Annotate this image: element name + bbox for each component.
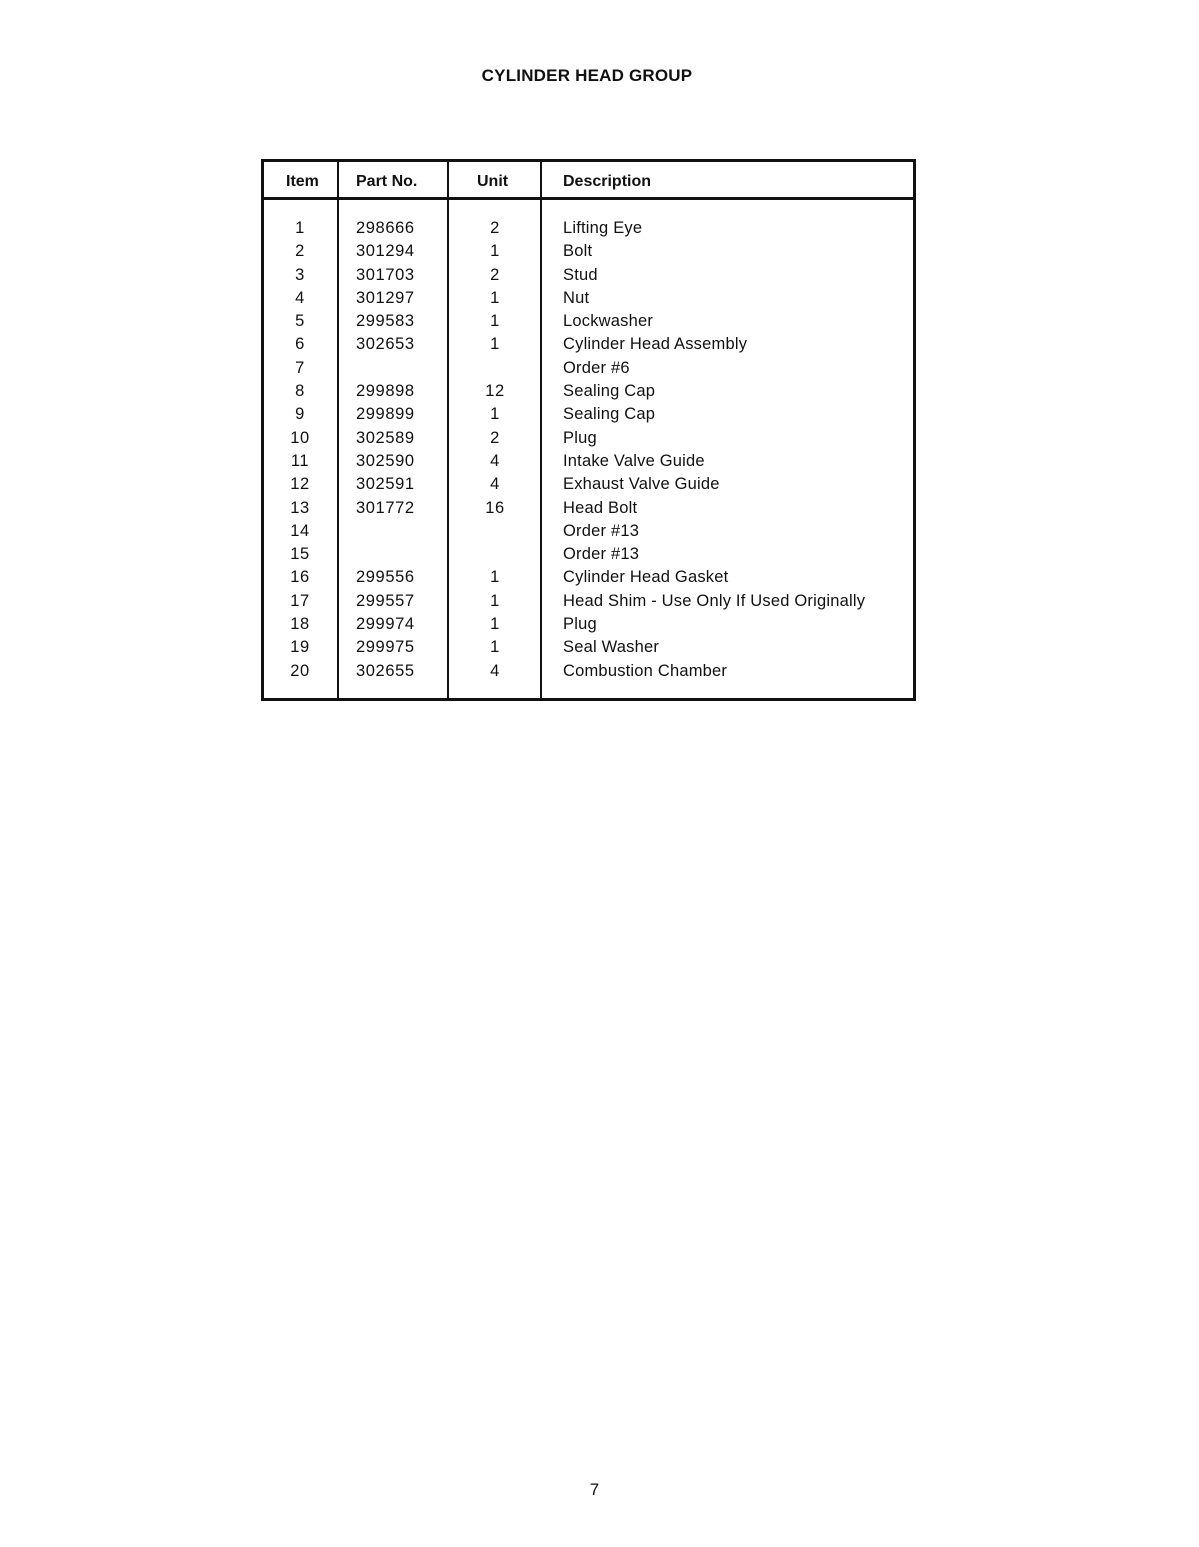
- description-cell: Order #6: [563, 358, 630, 377]
- description-cell: Cylinder Head Assembly: [563, 335, 748, 354]
- table-row: [264, 217, 913, 240]
- table-row: [264, 240, 913, 263]
- table-row: [264, 613, 913, 636]
- item-cell: 5: [295, 312, 305, 331]
- table-row: [264, 473, 913, 496]
- part-no-cell: 302591: [356, 475, 415, 494]
- table-row: [264, 264, 913, 287]
- description-cell: Intake Valve Guide: [563, 451, 705, 470]
- unit-cell: 2: [490, 219, 500, 237]
- unit-cell: 16: [485, 498, 505, 517]
- table-row: [264, 520, 913, 543]
- page-number: 7: [589, 1480, 600, 1499]
- description-cell: Sealing Cap: [563, 382, 656, 401]
- item-cell: 2: [295, 242, 305, 261]
- part-no-cell: 301772: [356, 498, 415, 517]
- part-no-cell: 299974: [356, 615, 415, 634]
- part-no-cell: 299899: [356, 405, 415, 424]
- item-cell: 8: [295, 382, 305, 401]
- item-cell: 3: [295, 265, 305, 284]
- table-row: [264, 310, 913, 333]
- part-no-cell: 299556: [356, 568, 415, 587]
- part-no-cell: 302589: [356, 428, 415, 447]
- header-description: Description: [563, 173, 652, 190]
- item-cell: 16: [290, 568, 310, 587]
- table-row: [264, 566, 913, 589]
- unit-cell: 1: [490, 568, 500, 587]
- description-cell: Plug: [563, 428, 597, 447]
- unit-cell: 1: [490, 615, 500, 634]
- part-no-cell: 299557: [356, 591, 415, 610]
- page-title: CYLINDER HEAD GROUP: [481, 66, 693, 85]
- parts-table: [261, 159, 916, 701]
- unit-cell: 1: [490, 312, 500, 331]
- table-row: [264, 497, 913, 520]
- unit-cell: 1: [490, 638, 500, 657]
- table-row: [264, 590, 913, 613]
- table-header: [264, 162, 913, 197]
- description-cell: Sealing Cap: [563, 405, 656, 424]
- item-cell: 13: [290, 498, 310, 517]
- description-cell: Stud: [563, 265, 598, 284]
- unit-cell: 1: [490, 288, 500, 307]
- description-cell: Plug: [563, 615, 597, 634]
- item-cell: 15: [290, 545, 310, 564]
- table-row: [264, 660, 913, 683]
- unit-cell: 1: [490, 405, 500, 424]
- table-row: [264, 333, 913, 356]
- unit-cell: 1: [490, 591, 500, 610]
- header-divider: [264, 197, 913, 200]
- part-no-cell: 298666: [356, 219, 415, 237]
- item-cell: 7: [295, 358, 305, 377]
- table-row: [264, 636, 913, 659]
- item-cell: 18: [290, 615, 310, 634]
- header-part-no: Part No.: [356, 173, 418, 190]
- unit-cell: 12: [485, 382, 505, 401]
- unit-cell: 1: [490, 335, 500, 354]
- description-cell: Lockwasher: [563, 312, 654, 331]
- table-row: [264, 357, 913, 380]
- description-cell: Cylinder Head Gasket: [563, 568, 729, 587]
- description-cell: Bolt: [563, 242, 593, 261]
- description-cell: Combustion Chamber: [563, 661, 728, 680]
- item-cell: 6: [295, 335, 305, 354]
- table-row: [264, 380, 913, 403]
- unit-cell: 4: [490, 451, 500, 470]
- item-cell: 1: [295, 219, 305, 237]
- table-body: [264, 217, 913, 683]
- part-no-cell: 302590: [356, 451, 415, 470]
- item-cell: 9: [295, 405, 305, 424]
- item-cell: 19: [290, 638, 310, 657]
- description-cell: Exhaust Valve Guide: [563, 475, 720, 494]
- part-no-cell: 302655: [356, 661, 415, 680]
- item-cell: 17: [290, 591, 310, 610]
- table-row: [264, 543, 913, 566]
- part-no-cell: 299583: [356, 312, 415, 331]
- unit-cell: 1: [490, 242, 500, 261]
- description-cell: Order #13: [563, 521, 640, 540]
- table-row: [264, 287, 913, 310]
- item-cell: 10: [290, 428, 310, 447]
- part-no-cell: 299898: [356, 382, 415, 401]
- unit-cell: 4: [490, 475, 500, 494]
- unit-cell: 4: [490, 661, 500, 680]
- item-cell: 12: [290, 475, 310, 494]
- description-cell: Head Bolt: [563, 498, 638, 517]
- unit-cell: 2: [490, 265, 500, 284]
- part-no-cell: 301703: [356, 265, 415, 284]
- part-no-cell: 302653: [356, 335, 415, 354]
- item-cell: 20: [290, 661, 310, 680]
- part-no-cell: 299975: [356, 638, 415, 657]
- part-no-cell: 301297: [356, 288, 415, 307]
- part-no-cell: 301294: [356, 242, 415, 261]
- description-cell: Order #13: [563, 545, 640, 564]
- item-cell: 11: [290, 451, 310, 470]
- item-cell: 14: [290, 521, 310, 540]
- description-cell: Lifting Eye: [563, 219, 643, 237]
- description-cell: Head Shim - Use Only If Used Originally: [563, 591, 866, 610]
- table-row: [264, 403, 913, 426]
- header-unit: Unit: [477, 173, 509, 190]
- item-cell: 4: [295, 288, 305, 307]
- description-cell: Seal Washer: [563, 638, 660, 657]
- header-item: Item: [286, 173, 319, 190]
- table-row: [264, 427, 913, 450]
- unit-cell: 2: [490, 428, 500, 447]
- table-row: [264, 450, 913, 473]
- description-cell: Nut: [563, 288, 590, 307]
